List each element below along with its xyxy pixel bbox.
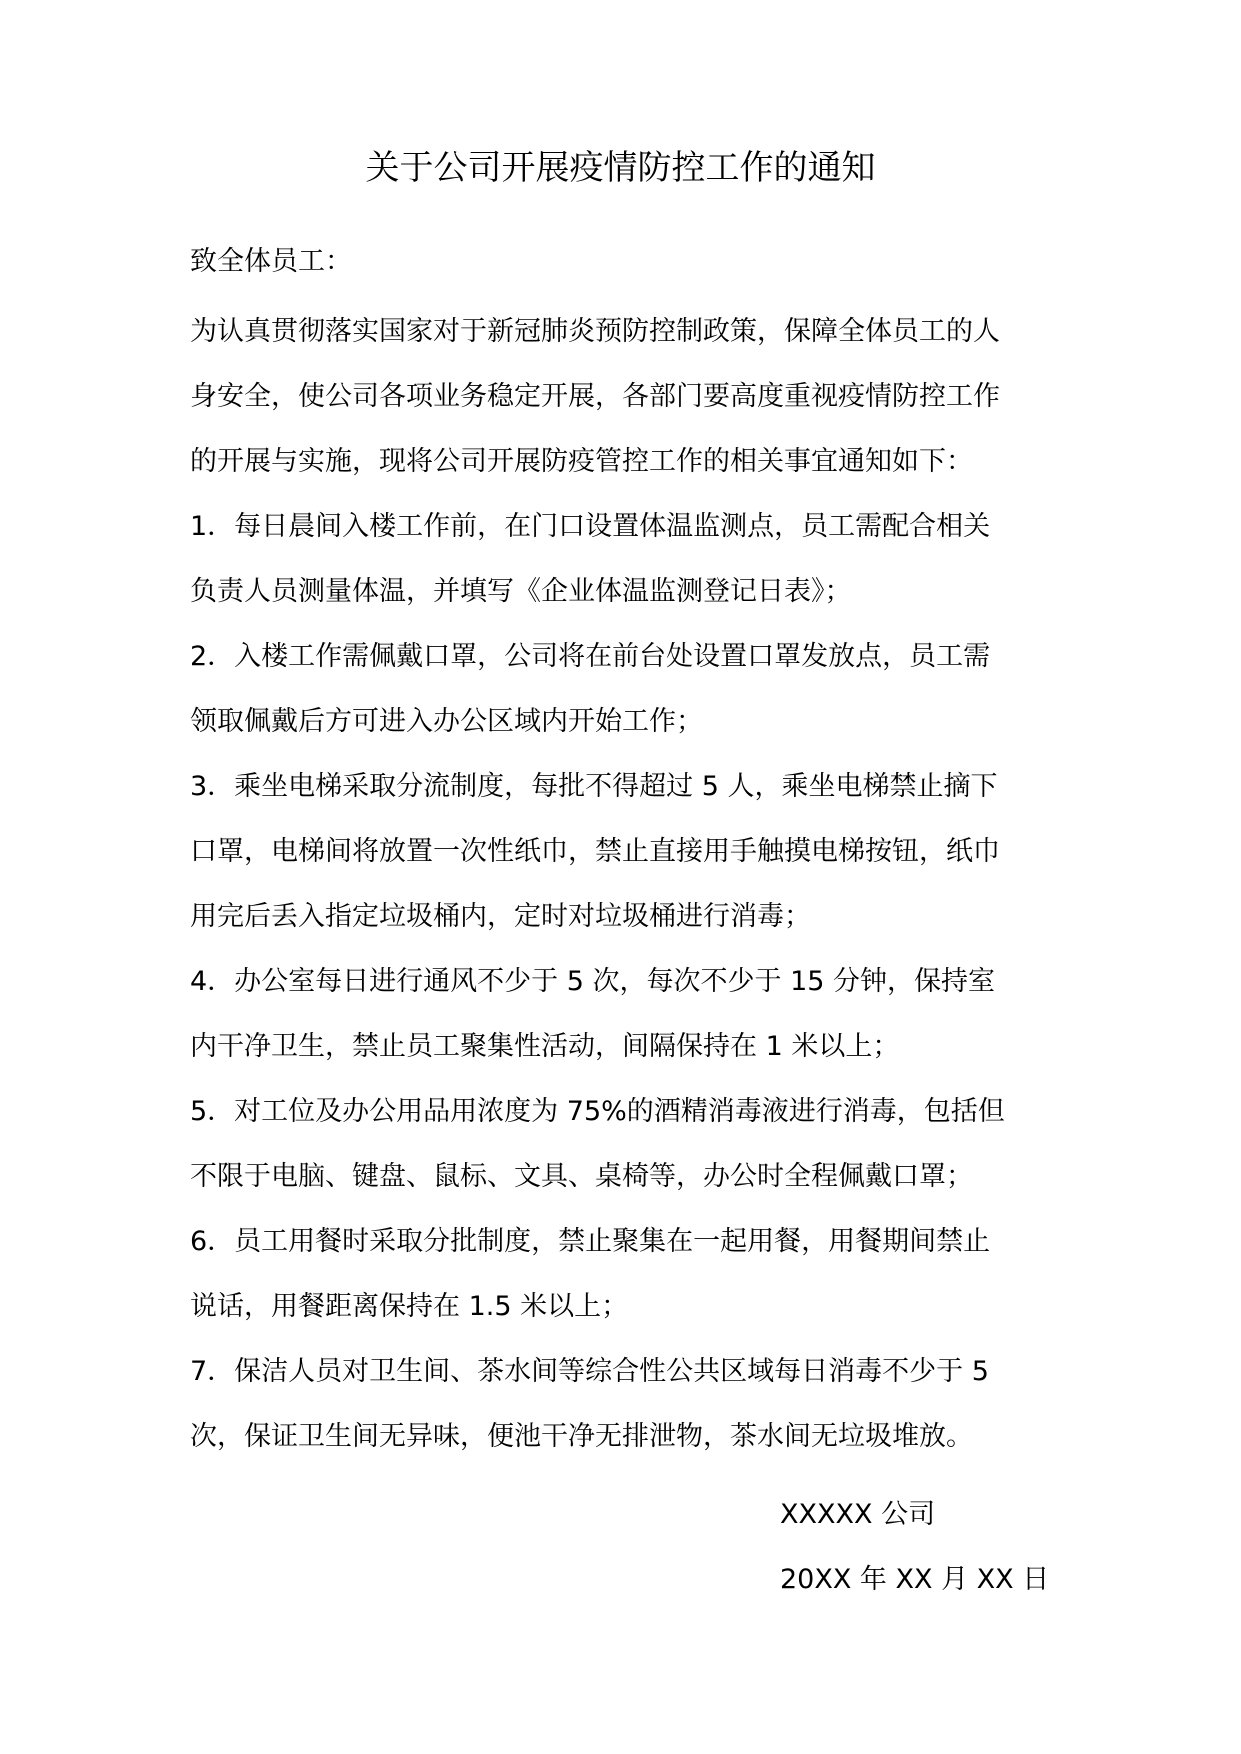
body-line-item4-2: 内干净卫生，禁止员工聚集性活动，间隔保持在 1 米以上； <box>190 1031 900 1062</box>
body-line-item2-1: 2．入楼工作需佩戴口罩，公司将在前台处设置口罩发放点，员工需 <box>190 641 991 672</box>
body-line-intro-3: 的开展与实施，现将公司开展防疫管控工作的相关事宜通知如下： <box>190 446 973 477</box>
body-line-item6-2: 说话，用餐距离保持在 1.5 米以上； <box>190 1291 629 1322</box>
body-line-item5-1: 5．对工位及办公用品用浓度为 75%的酒精消毒液进行消毒，包括但 <box>190 1096 1005 1127</box>
signature-company: XXXXX 公司 <box>780 1499 936 1530</box>
body-line-item1-2: 负责人员测量体温，并填写《企业体温监测登记日表》； <box>190 576 852 607</box>
body-line-item5-2: 不限于电脑、键盘、鼠标、文具、桌椅等，办公时全程佩戴口罩； <box>190 1161 973 1192</box>
body-line-intro-1: 为认真贯彻落实国家对于新冠肺炎预防控制政策，保障全体员工的人 <box>190 316 1000 347</box>
body-line-item1-1: 1．每日晨间入楼工作前，在门口设置体温监测点，员工需配合相关 <box>190 511 991 542</box>
notice-body <box>190 299 1060 1469</box>
body-line-item3-3: 用完后丢入指定垃圾桶内，定时对垃圾桶进行消毒； <box>190 901 811 932</box>
body-line-item3-1: 3．乘坐电梯采取分流制度，每批不得超过 5 人，乘坐电梯禁止摘下 <box>190 771 998 802</box>
signature-block <box>780 1482 1049 1612</box>
body-line-item2-2: 领取佩戴后方可进入办公区域内开始工作； <box>190 706 703 737</box>
body-line-item6-1: 6．员工用餐时采取分批制度，禁止聚集在一起用餐，用餐期间禁止 <box>190 1226 991 1257</box>
signature-date: 20XX 年 XX 月 XX 日 <box>780 1564 1050 1595</box>
salutation: 致全体员工： <box>190 246 352 277</box>
body-line-item7-2: 次，保证卫生间无异味，便池干净无排泄物，茶水间无垃圾堆放。 <box>190 1421 973 1452</box>
body-line-item4-1: 4．办公室每日进行通风不少于 5 次，每次不少于 15 分钟，保持室 <box>190 966 996 997</box>
body-line-item3-2: 口罩，电梯间将放置一次性纸巾，禁止直接用手触摸电梯按钮，纸巾 <box>190 836 1000 867</box>
body-line-intro-2: 身安全，使公司各项业务稳定开展，各部门要高度重视疫情防控工作 <box>190 381 1000 412</box>
notice-title: 关于公司开展疫情防控工作的通知 <box>365 148 876 188</box>
body-line-item7-1: 7．保洁人员对卫生间、茶水间等综合性公共区域每日消毒不少于 5 <box>190 1356 989 1387</box>
